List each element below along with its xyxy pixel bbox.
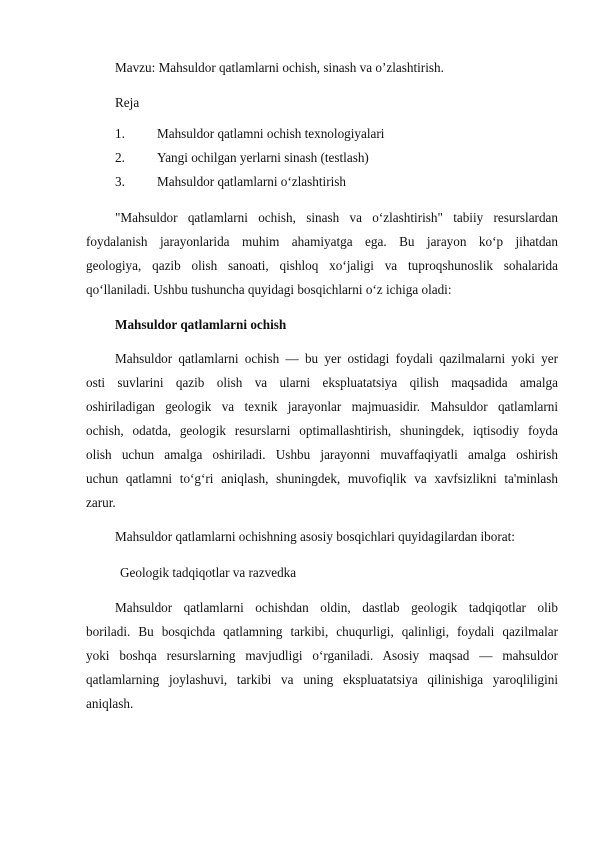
section-heading: Mahsuldor qatlamlarni ochish	[115, 317, 287, 332]
plan-item-text: Yangi ochilgan yerlarni sinash (testlash)	[157, 150, 369, 165]
paragraph-line: ochish, odatda, geologik resurslarni optimallashtirish, shuningdek, iqtisodiy foyda	[86, 423, 558, 438]
paragraph-line: olish uchun amalga oshiriladi. Ushbu jarayonni muvaffaqiyatli amalga oshirish	[86, 447, 558, 462]
paragraph-line: yoki boshqa resurslarning mavjudligi o‘rganiladi. Asosiy maqsad — mahsuldor	[86, 648, 558, 663]
paragraph-line: geologiya, qazib olish sanoati, qishloq xo‘jaligi va tuproqshunoslik sohalarida	[86, 258, 558, 273]
paragraph-line: Mahsuldor qatlamlarni ochishdan oldin, dastlab geologik tadqiqotlar olib	[115, 600, 558, 615]
paragraph-line: osti suvlarini qazib olish va ularni ekspluatatsiya qilish maqsadida amalga	[86, 375, 558, 390]
plan-item-text: Mahsuldor qatlamlarni o‘zlashtirish	[157, 174, 346, 189]
paragraph-line: aniqlash.	[86, 696, 134, 711]
paragraph-line: qatlamlarning joylashuvi, tarkibi va uning ekspluatatsiya qilinishiga yaroqliligini	[86, 672, 558, 687]
paragraph-line: qo‘llaniladi. Ushbu tushuncha quyidagi bosqichlarni o‘z ichiga oladi:	[86, 282, 452, 297]
document-topic: Mavzu: Mahsuldor qatlamlarni ochish, sinash va o’zlashtirish.	[115, 60, 444, 75]
plan-heading: Reja	[115, 95, 140, 110]
paragraph-line: oshiriladigan geologik va texnik jarayonlar majmuasidir. Mahsuldor qatlamlarni	[86, 399, 558, 414]
plan-item-text: Mahsuldor qatlamni ochish texnologiyalari	[157, 126, 385, 141]
plan-item-number: 1.	[115, 126, 125, 141]
plan-item-number: 3.	[115, 174, 125, 189]
paragraph-line: Mahsuldor qatlamlarni ochish — bu yer ostidagi foydali qazilmalarni yoki yer	[115, 351, 558, 366]
paragraph-line: foydalanish jarayonlarida muhim ahamiyatga ega. Bu jarayon ko‘p jihatdan	[86, 234, 558, 249]
paragraph-line: boriladi. Bu bosqichda qatlamning tarkibi, chuqurligi, qalinligi, foydali qazilmalar	[86, 624, 558, 639]
stage-heading: Geologik tadqiqotlar va razvedka	[120, 565, 297, 580]
stages-intro: Mahsuldor qatlamlarni ochishning asosiy bosqichlari quyidagilardan iborat:	[115, 529, 515, 544]
paragraph-line: "Mahsuldor qatlamlarni ochish, sinash va o‘zlashtirish" tabiiy resurslardan	[115, 210, 558, 225]
paragraph-line: zarur.	[86, 495, 116, 510]
paragraph-line: uchun qatlamni to‘g‘ri aniqlash, shuningdek, muvofiqlik va xavfsizlikni ta'minlash	[86, 471, 558, 486]
plan-item-number: 2.	[115, 150, 125, 165]
